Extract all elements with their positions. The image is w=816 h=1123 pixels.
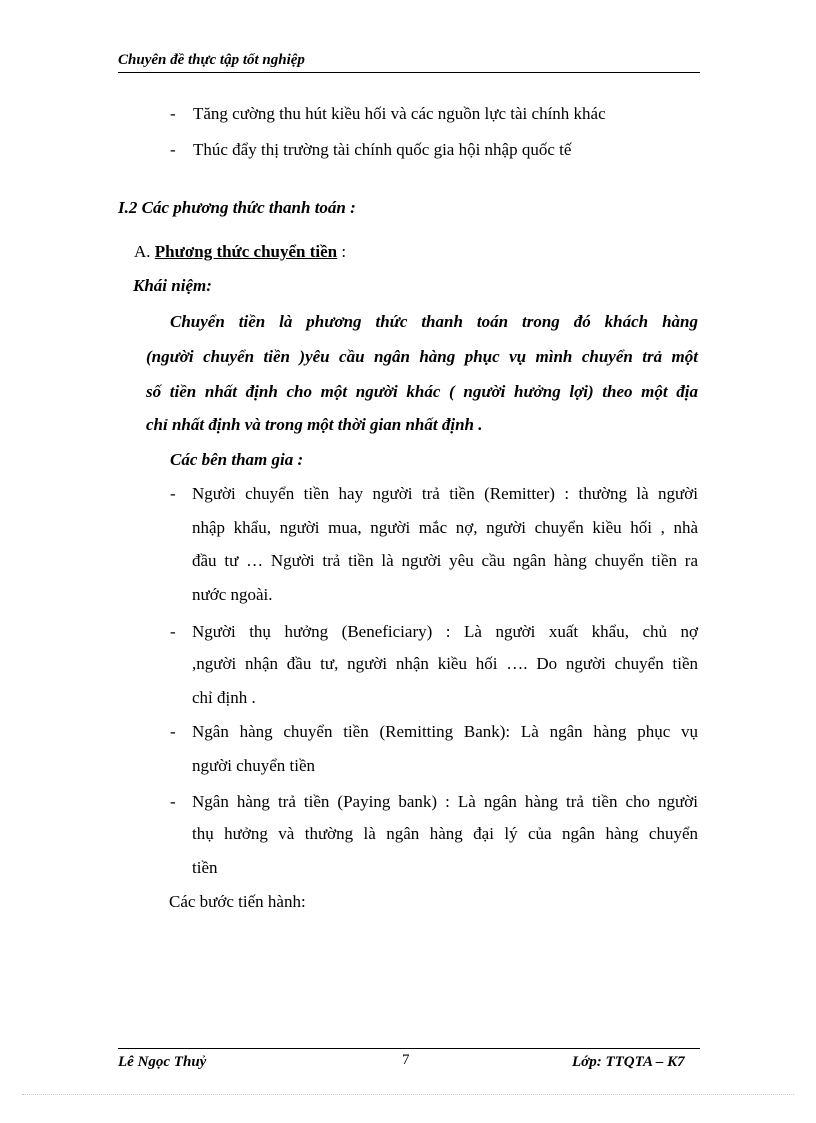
subsection-suffix: : <box>337 242 347 261</box>
concept-line: số tiền nhất định cho một người khác ( người hưởng lợi) theo một địa <box>146 382 698 401</box>
bullet-dash: - <box>170 484 176 503</box>
bullet-dash: - <box>170 140 176 159</box>
bullet-dash: - <box>170 104 176 123</box>
bullet-dash: - <box>170 722 176 741</box>
concept-line: (người chuyển tiền )yêu cầu ngân hàng phục vụ mình chuyển trả một <box>146 347 698 366</box>
bullet-dash: - <box>170 792 176 811</box>
page-number: 7 <box>402 1052 410 1068</box>
intro-bullet: Tăng cường thu hút kiều hối và các nguồn lực tài chính khác <box>193 104 606 123</box>
header-divider <box>118 72 700 73</box>
participant-line: chỉ định . <box>192 688 256 707</box>
participant-line: Người thụ hưởng (Beneficiary) : Là người xuất khẩu, chủ nợ <box>192 622 698 641</box>
header-title: Chuyên đề thực tập tốt nghiệp <box>118 52 305 68</box>
concept-label: Khái niệm: <box>133 276 212 295</box>
concept-line: Chuyển tiền là phương thức thanh toán trong đó khách hàng <box>170 312 698 331</box>
footer-divider <box>118 1048 700 1049</box>
participant-line: thụ hưởng và thường là ngân hàng đại lý của ngân hàng chuyển <box>192 824 698 843</box>
steps-label: Các bước tiến hành: <box>169 892 306 911</box>
participant-line: ,người nhận đầu tư, người nhận kiều hối …. Do người chuyển tiền <box>192 654 698 673</box>
participants-label: Các bên tham gia : <box>170 450 304 469</box>
bullet-dash: - <box>170 622 176 641</box>
page-bottom-border <box>22 1094 794 1095</box>
participant-line: nhập khẩu, người mua, người mắc nợ, người chuyển kiều hối , nhà <box>192 518 698 537</box>
section-title: I.2 Các phương thức thanh toán : <box>118 198 356 217</box>
footer-class: Lớp: TTQTA – K7 <box>572 1054 685 1070</box>
participant-line: Ngân hàng trả tiền (Paying bank) : Là ngân hàng trả tiền cho người <box>192 792 698 811</box>
intro-bullet: Thúc đẩy thị trường tài chính quốc gia hội nhập quốc tế <box>193 140 572 159</box>
subsection-heading <box>134 242 346 262</box>
subsection-prefix: A. <box>134 242 151 261</box>
concept-line: chỉ nhất định và trong một thời gian nhất định . <box>146 415 483 434</box>
subsection-title: Phương thức chuyển tiền <box>154 242 338 261</box>
participant-line: tiền <box>192 858 218 877</box>
participant-line: nước ngoài. <box>192 585 273 604</box>
participant-line: đầu tư … Người trả tiền là người yêu cầu ngân hàng chuyển tiền ra <box>192 551 698 570</box>
participant-line: Ngân hàng chuyển tiền (Remitting Bank): Là ngân hàng phục vụ <box>192 722 698 741</box>
footer-author: Lê Ngọc Thuỷ <box>118 1054 207 1070</box>
participant-line: người chuyển tiền <box>192 756 316 775</box>
participant-line: Người chuyển tiền hay người trả tiền (Remitter) : thường là người <box>192 484 698 503</box>
